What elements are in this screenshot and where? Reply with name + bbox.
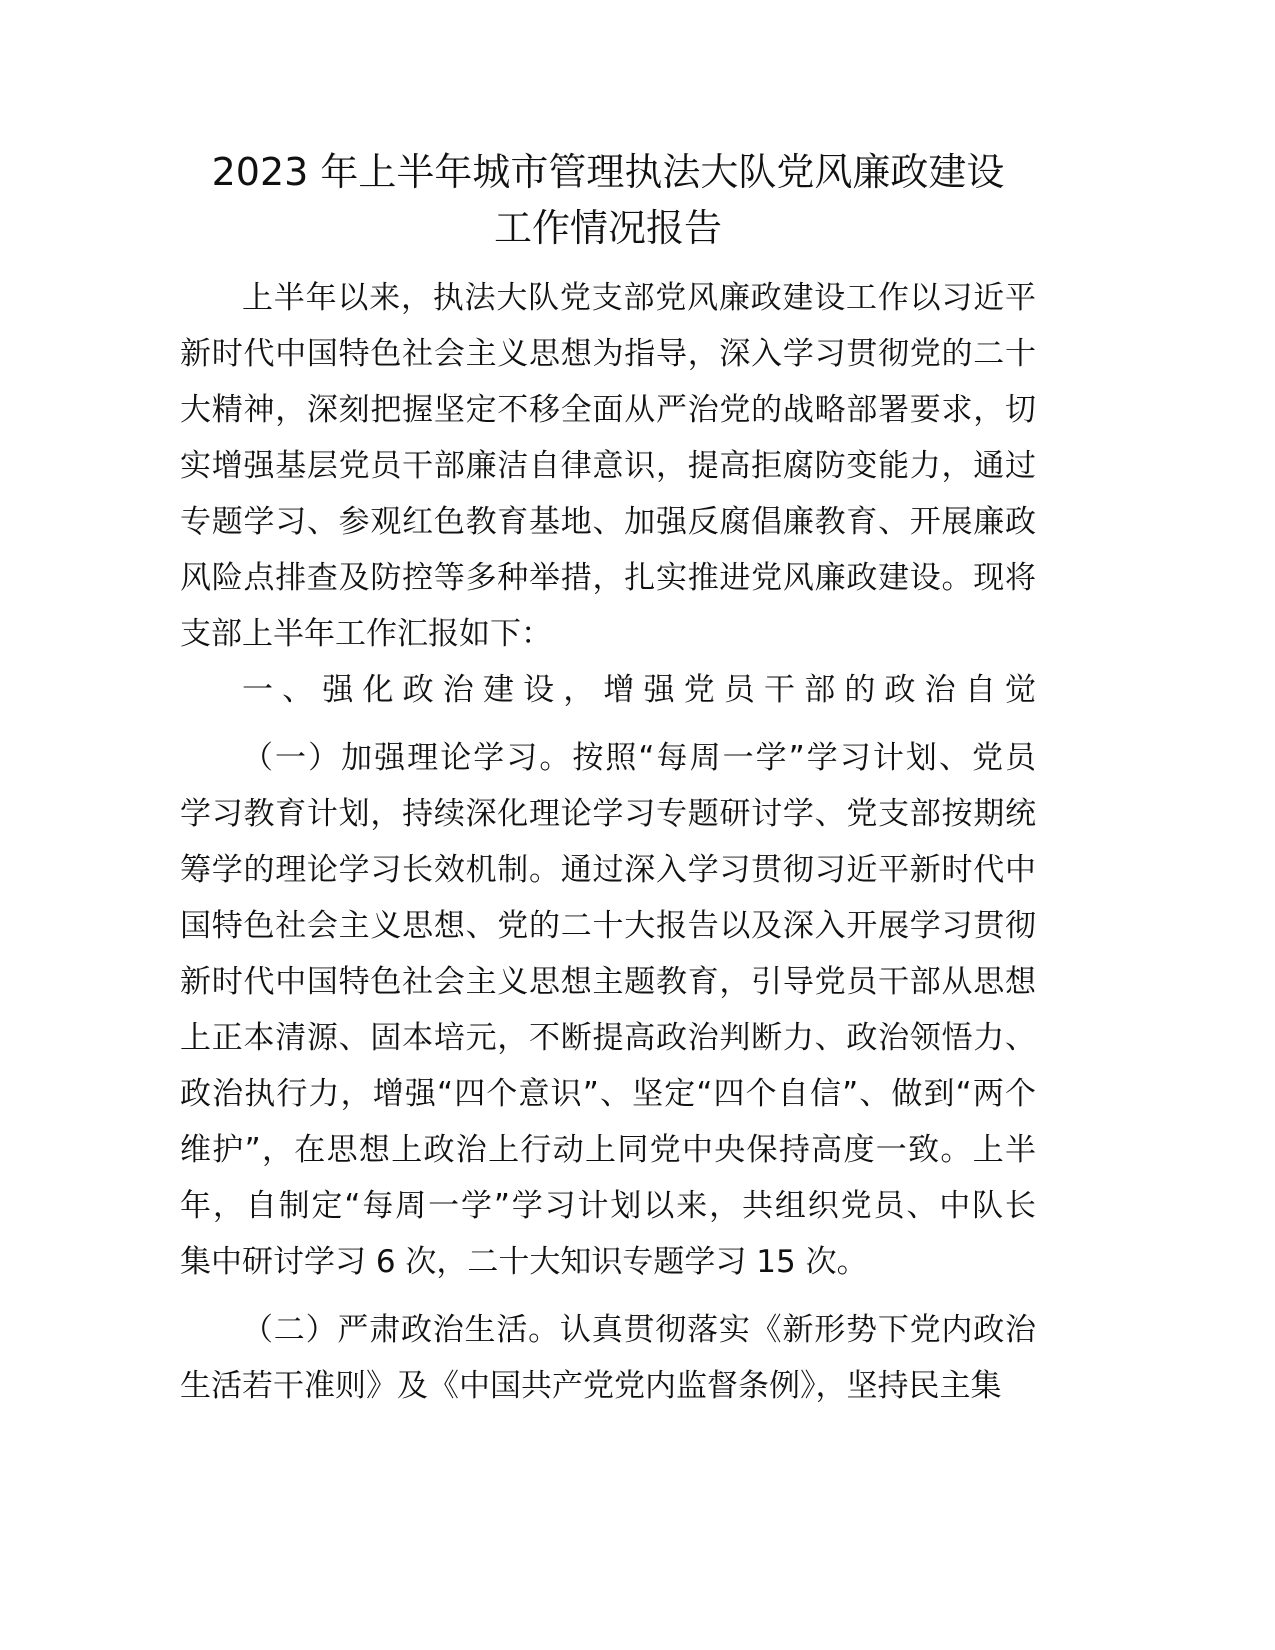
paragraph [180, 730, 1036, 1290]
text-line: 生活若干准则》及《中国共产党党内监督条例》，坚持民主集 [180, 1368, 1002, 1404]
text-line: 实增强基层党员干部廉洁自律意识，提高拒腐防变能力，通过 [180, 448, 1036, 484]
title-line: 工作情况报告 [493, 206, 722, 250]
text-line: 学习教育计划，持续深化理论学习专题研讨学、党支部按期统 [180, 796, 1036, 832]
paragraph [180, 1302, 1036, 1414]
text-line: （一）加强理论学习。按照“每周一学”学习计划、党员 [242, 740, 1036, 776]
text-line: 集中研讨学习 6 次，二十大知识专题学习 15 次。 [180, 1244, 868, 1280]
text-line: 年，自制定“每周一学”学习计划以来，共组织党员、中队长 [180, 1188, 1036, 1224]
document-page [180, 144, 1036, 1414]
paragraph [180, 270, 1036, 662]
text-line: 国特色社会主义思想、党的二十大报告以及深入开展学习贯彻 [180, 908, 1036, 944]
text-line: 筹学的理论学习长效机制。通过深入学习贯彻习近平新时代中 [180, 852, 1036, 888]
text-line: 专题学习、参观红色教育基地、加强反腐倡廉教育、开展廉政 [180, 504, 1036, 540]
text-line: （二）严肃政治生活。认真贯彻落实《新形势下党内政治 [242, 1312, 1036, 1348]
text-line: 新时代中国特色社会主义思想主题教育，引导党员干部从思想 [180, 964, 1036, 1000]
document-title [180, 144, 1036, 256]
text-line: 一、强化政治建设，增强党员干部的政治自觉 [242, 672, 1036, 708]
text-line: 风险点排查及防控等多种举措，扎实推进党风廉政建设。现将 [180, 560, 1036, 596]
section-heading [180, 662, 1036, 718]
text-line: 维护”，在思想上政治上行动上同党中央保持高度一致。上半 [180, 1132, 1036, 1168]
text-line: 支部上半年工作汇报如下： [180, 616, 552, 652]
text-line: 上半年以来，执法大队党支部党风廉政建设工作以习近平 [242, 280, 1036, 316]
text-line: 政治执行力，增强“四个意识”、坚定“四个自信”、做到“两个 [180, 1076, 1036, 1112]
title-line: 2023 年上半年城市管理执法大队党风廉政建设 [211, 150, 1005, 194]
text-line: 上正本清源、固本培元，不断提高政治判断力、政治领悟力、 [180, 1020, 1036, 1056]
text-line: 新时代中国特色社会主义思想为指导，深入学习贯彻党的二十 [180, 336, 1036, 372]
document-body [180, 270, 1036, 1414]
text-line: 大精神，深刻把握坚定不移全面从严治党的战略部署要求，切 [180, 392, 1036, 428]
